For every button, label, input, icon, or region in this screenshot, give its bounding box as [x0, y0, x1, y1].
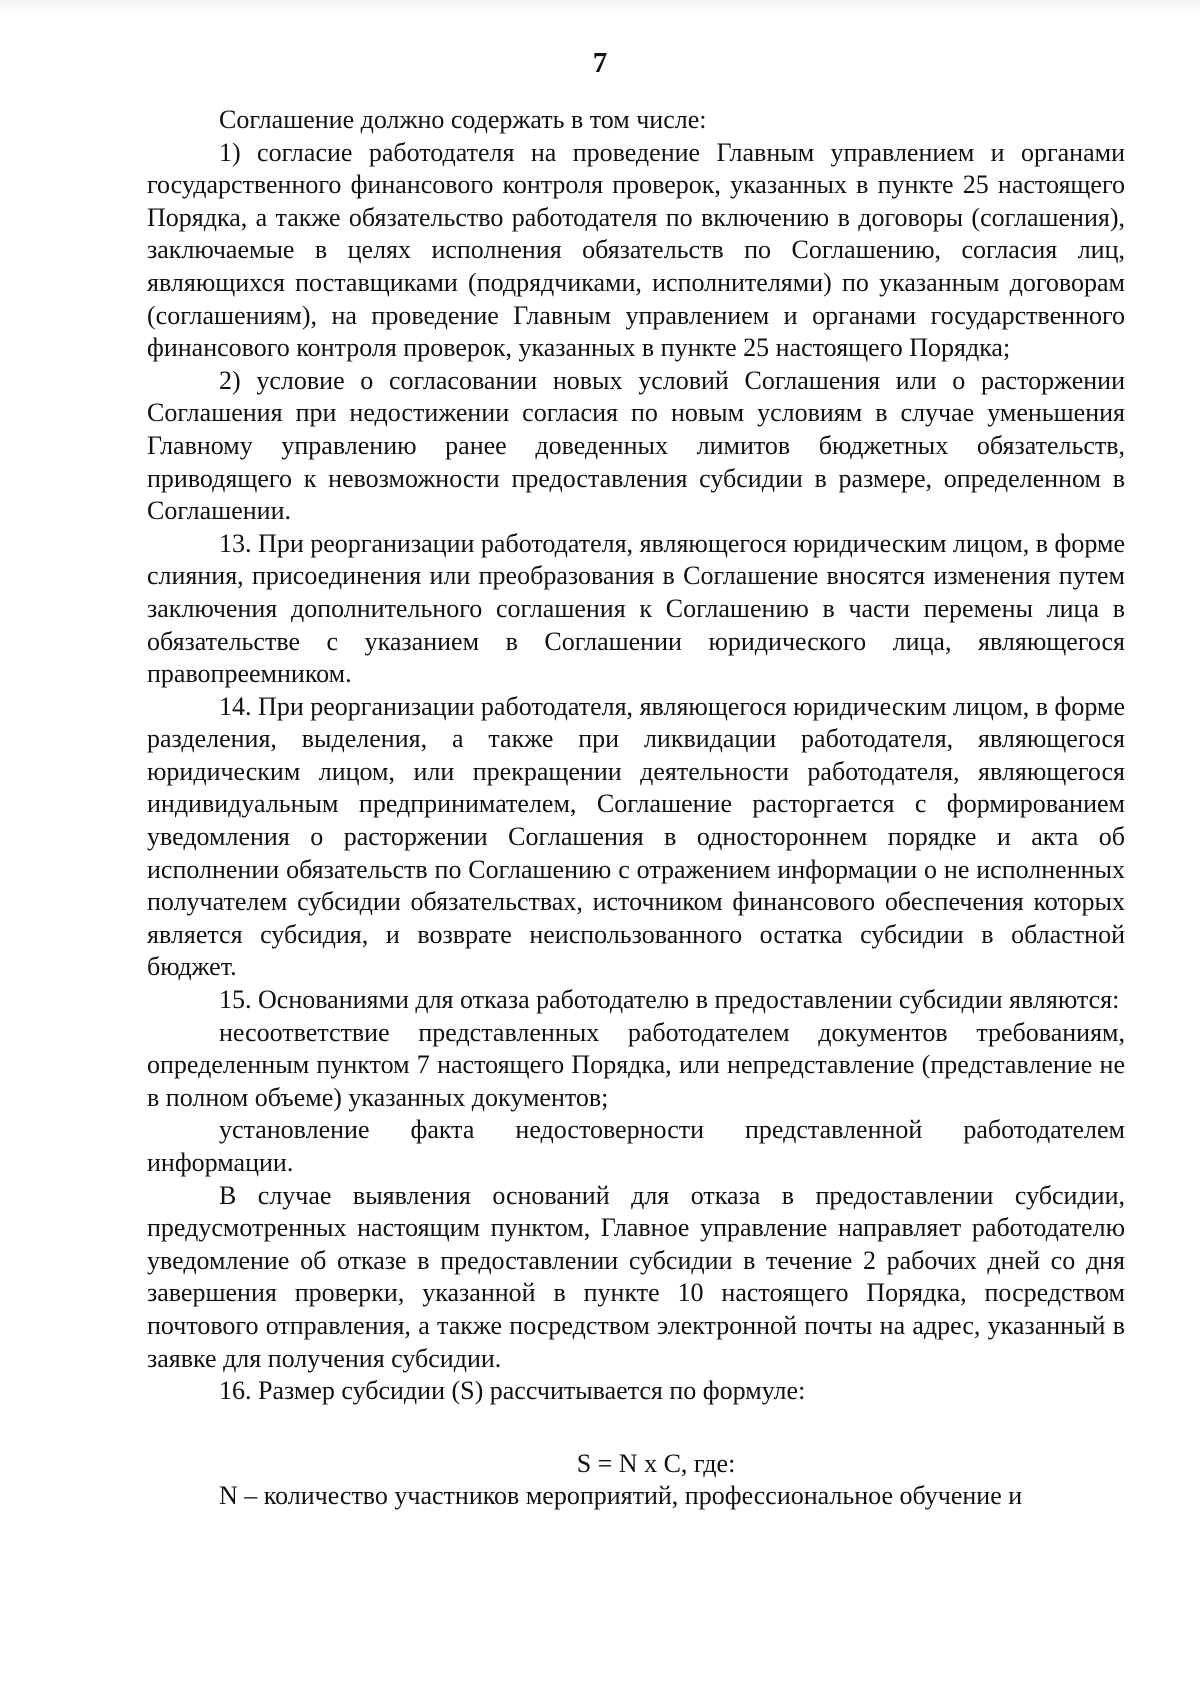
paragraph-item-1: 1) согласие работодателя на проведение Главным управлением и органами государственного финансового контроля проверок, указанных в пункте 25 настоящего Порядка, а также обязательство работодателя по включению в договоры (соглашения), заключаемые в целях исполнения обязательств по Соглашению, согласия лиц, являющихся поставщиками (подрядчиками, исполнителями) по указанным договорам (соглашениям), на проведение Главным управлением и органами государственного финансового контроля проверок, указанных в пункте 25 настоящего Порядка;	[147, 137, 1125, 363]
paragraph-clause-16: 16. Размер субсидии (S) рассчитывается по формуле:	[219, 1376, 806, 1406]
paragraph-refusal-ground-1: несоответствие представленных работодателем документов требованиям, определенным пунктом 7 настоящего Порядка, или непредставление (представление не в полном объеме) указанных документов;	[147, 1017, 1125, 1112]
paragraph-variable-n: N – количество участников мероприятий, профессиональное обучение и	[219, 1481, 1023, 1511]
paragraph-clause-13: 13. При реорганизации работодателя, являющегося юридическим лицом, в форме слияния, присоединения или преобразования в Соглашение вносятся изменения путем заключения дополнительного соглашения к Соглашению в части перемены лица в обязательстве с указанием в Соглашении юридического лица, являющегося правопреемником.	[147, 528, 1125, 689]
scan-edge-shadow	[0, 0, 1200, 14]
page-number: 7	[592, 47, 608, 79]
paragraph-clause-15: 15. Основаниями для отказа работодателю в предоставлении субсидии являются:	[219, 985, 1120, 1015]
paragraph-clause-14: 14. При реорганизации работодателя, являющегося юридическим лицом, в форме разделения, выделения, а также при ликвидации работодателя, являющегося юридическим лицом, или прекращении деятельности работодателя, являющегося индивидуальным предпринимателем, Соглашение расторгается с формированием уведомления о расторжении Соглашения в одностороннем порядке и акта об исполнении обязательств по Соглашению с отражением информации о не исполненных получателем субсидии обязательствах, источником финансового обеспечения которых является субсидия, и возврате неиспользованного остатка субсидии в областной бюджет.	[147, 691, 1125, 982]
paragraph-refusal-ground-2: установление факта недостоверности представленной работодателем информации.	[147, 1115, 1125, 1177]
subsidy-formula: S = N x C, где:	[576, 1448, 736, 1478]
paragraph-refusal-notice: В случае выявления оснований для отказа в предоставлении субсидии, предусмотренных настоящим пунктом, Главное управление направляет работодателю уведомление об отказе в предоставлении субсидии в течение 2 рабочих дней со дня завершения проверки, указанной в пункте 10 настоящего Порядка, посредством почтового отправления, а также посредством электронной почты на адрес, указанный в заявке для получения субсидии.	[147, 1180, 1125, 1373]
paragraph-item-2: 2) условие о согласовании новых условий Соглашения или о расторжении Соглашения при недостижении согласия по новым условиям в случае уменьшения Главному управлению ранее доведенных лимитов бюджетных обязательств, приводящего к невозможности предоставления субсидии в размере, определенном в Соглашении.	[147, 365, 1125, 526]
document-body	[147, 104, 1125, 1513]
paragraph-agreement-contents: Соглашение должно содержать в том числе:	[219, 105, 707, 134]
